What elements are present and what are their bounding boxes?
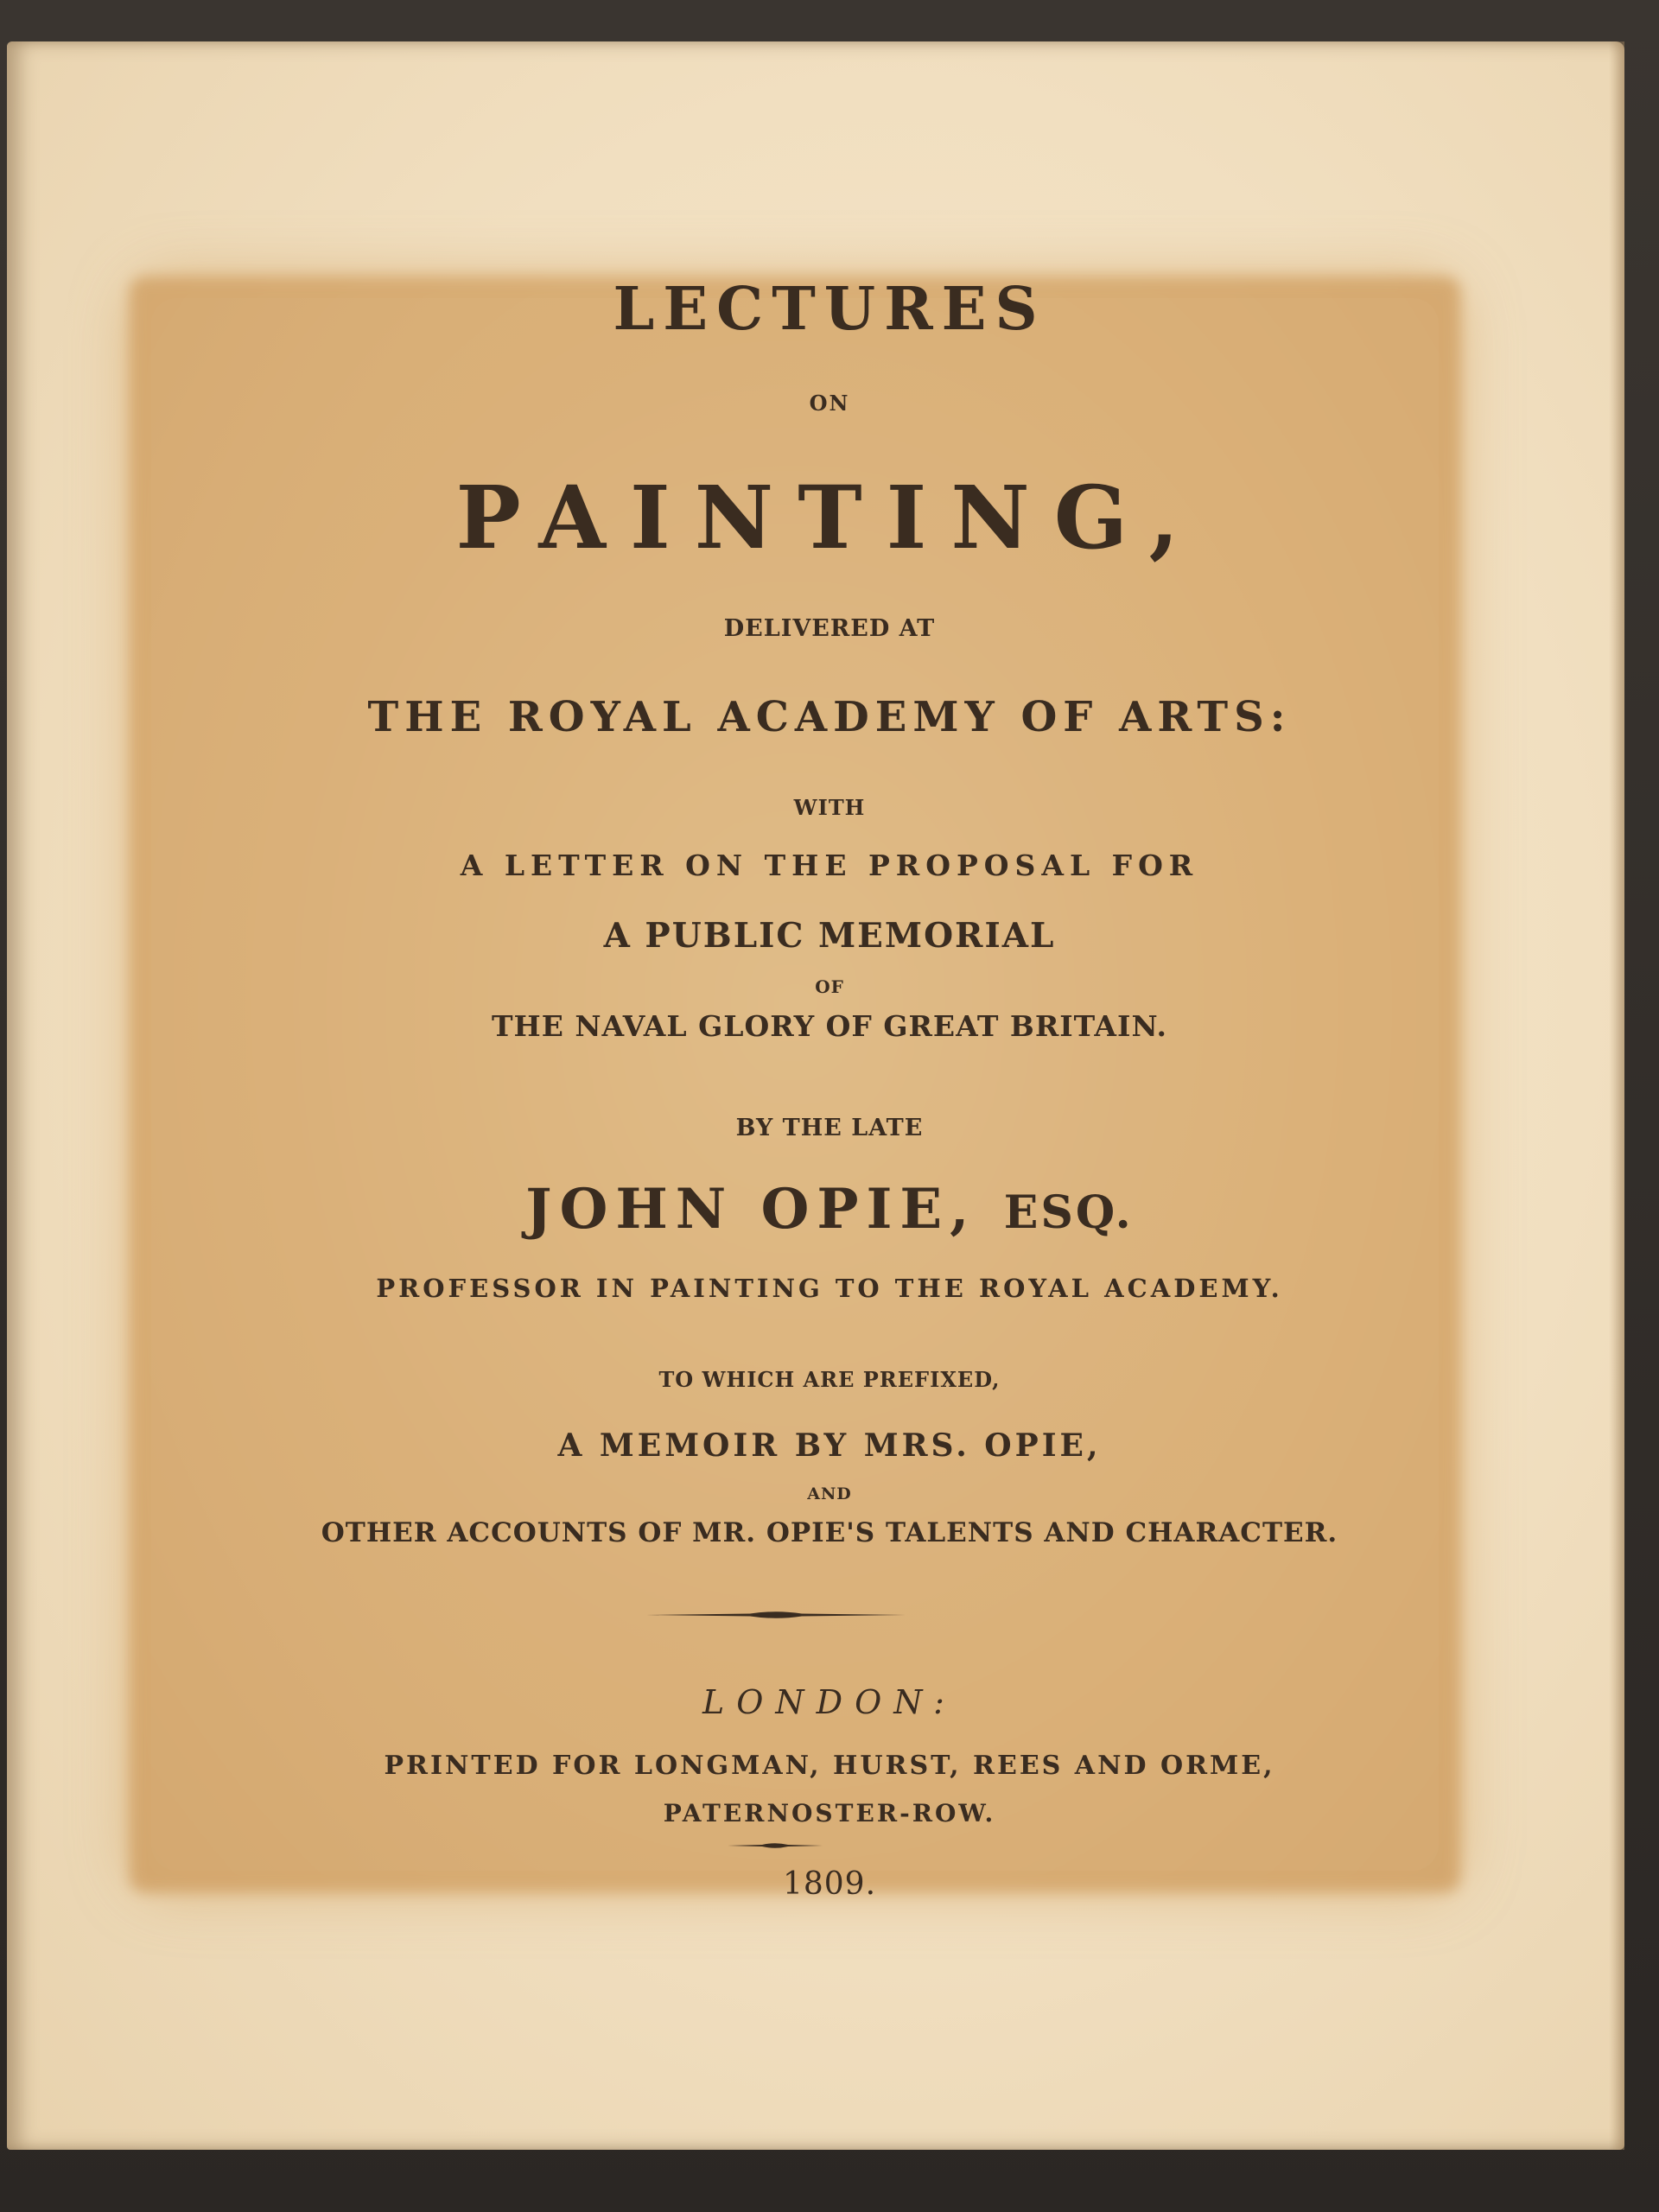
imprint-place: LONDON:: [702, 1683, 957, 1721]
imprint-printer: PRINTED FOR LONGMAN, HURST, REES AND ORME,: [384, 1751, 1275, 1781]
prefixed-line: TO WHICH ARE PREFIXED,: [658, 1367, 1001, 1392]
by-the-late-line: BY THE LATE: [735, 1115, 924, 1141]
with-line: WITH: [793, 795, 866, 820]
memorial-line: A PUBLIC MEMORIAL: [603, 916, 1056, 956]
author-line: [0, 1177, 1659, 1242]
title-connector-on: ON: [809, 391, 850, 416]
ornamental-rule: [646, 1609, 906, 1621]
naval-glory-line: THE NAVAL GLORY OF GREAT BRITAIN.: [491, 1009, 1168, 1043]
other-accounts-line: OTHER ACCOUNTS OF MR. OPIE'S TALENTS AND CHARACTER.: [321, 1517, 1338, 1548]
delivered-at-line: DELIVERED AT: [723, 615, 936, 642]
small-rule: [728, 1841, 823, 1850]
subject-heading: PAINTING,: [455, 467, 1204, 569]
imprint-year: 1809.: [782, 1866, 877, 1902]
memoir-line: A MEMOIR BY MRS. OPIE,: [557, 1427, 1102, 1464]
professor-line: PROFESSOR IN PAINTING TO THE ROYAL ACADEMY.: [376, 1274, 1283, 1303]
author-suffix: ESQ.: [1003, 1186, 1134, 1239]
title: LECTURES: [613, 275, 1046, 344]
and-line: AND: [807, 1484, 852, 1503]
letter-line: A LETTER ON THE PROPOSAL FOR: [460, 849, 1199, 882]
institution-line: THE ROYAL ACADEMY OF ARTS:: [367, 693, 1292, 741]
imprint-address: PATERNOSTER-ROW.: [663, 1799, 996, 1827]
of-line: OF: [815, 976, 844, 997]
author-name: JOHN OPIE,: [525, 1177, 977, 1242]
